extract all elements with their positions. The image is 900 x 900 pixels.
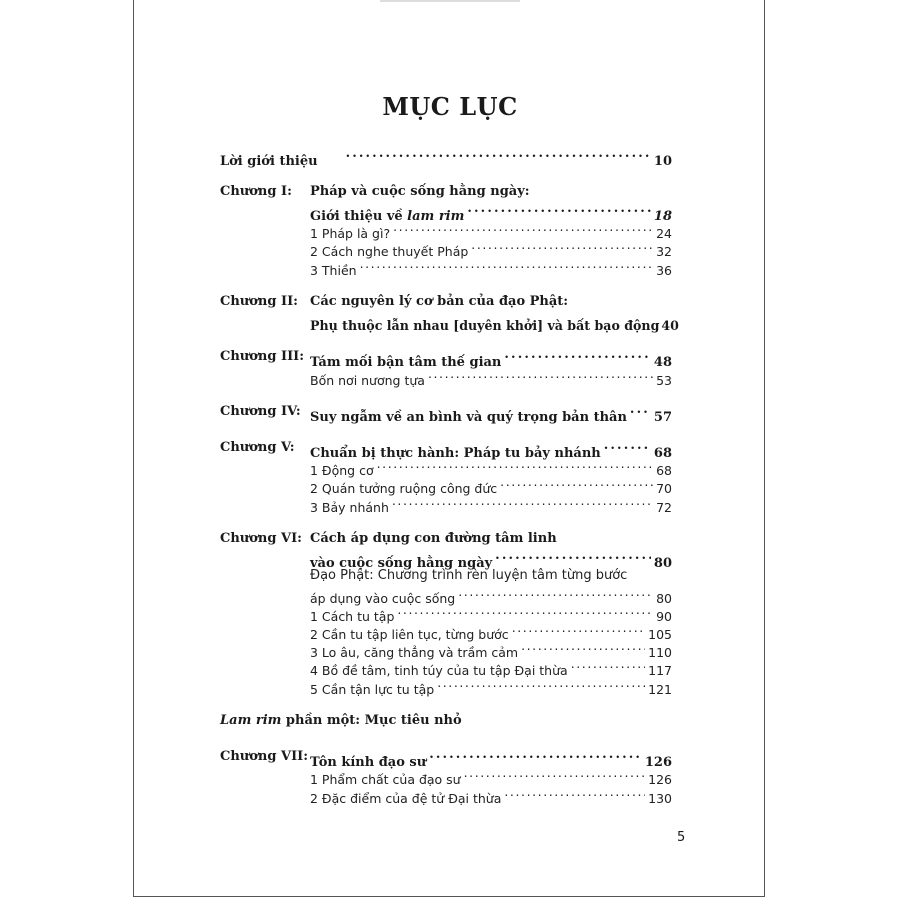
chapter-label: Chương II: <box>220 294 298 309</box>
dot-leader <box>630 402 651 421</box>
toc-subentry <box>310 675 672 697</box>
toc-subentry-label: 1 Cách tu tập <box>310 609 395 624</box>
toc-subentry-label: 4 Bồ đề tâm, tinh túy của tu tập Đại thừa <box>310 663 568 678</box>
toc-entry-page: 126 <box>644 755 672 770</box>
chapter-title: Phụ thuộc lẫn nhau [duyên khởi] và bất bạo động <box>310 318 660 333</box>
toc-subentry-label: áp dụng vào cuộc sống <box>310 591 456 606</box>
toc-subentry-label: 1 Pháp là gì? <box>310 226 391 241</box>
chapter-label: Chương I: <box>220 184 292 199</box>
toc-subentry <box>310 784 672 806</box>
toc-subentry-label: Đạo Phật: Chương trình rèn luyện tâm từng bước <box>310 568 628 583</box>
toc-subentry-page: 105 <box>648 627 672 642</box>
toc-subentry-label: 3 Thiền <box>310 263 357 278</box>
toc-subentry-page: 72 <box>656 500 672 515</box>
dot-leader <box>428 366 653 385</box>
chapter-label: Chương IV: <box>220 404 301 419</box>
chapter-title-italic: lam rim <box>407 209 465 224</box>
page-title: MỤC LỤC <box>382 92 518 121</box>
toc-subentry <box>310 620 672 642</box>
part-heading-rest: phần một: Mục tiêu nhỏ <box>281 713 462 728</box>
toc-subentry-page: 36 <box>656 263 672 278</box>
chapter-label: Chương III: <box>220 349 305 364</box>
toc-subentry <box>310 584 672 606</box>
toc-entry-ch7 <box>310 747 672 770</box>
toc-subentry-label: 2 Quán tưởng ruộng công đức <box>310 481 498 496</box>
dot-leader <box>604 438 651 457</box>
part-heading <box>220 711 462 730</box>
dot-leader <box>437 675 645 694</box>
scan-edge-mark <box>380 0 520 2</box>
toc-entry-ch3 <box>310 347 672 370</box>
toc-entry-ch1 <box>310 201 672 224</box>
toc-subentry-label: Bốn nơi nương tựa <box>310 373 425 388</box>
toc-entry-page: 68 <box>653 446 672 461</box>
toc-subentry <box>310 456 672 478</box>
toc-subentry-label: 3 Bảy nhánh <box>310 500 389 515</box>
dot-leader <box>571 656 645 675</box>
toc-subentry-label: 1 Động cơ <box>310 463 374 478</box>
part-heading-italic: Lam rim <box>220 713 282 728</box>
toc-entry-page: 57 <box>653 410 672 425</box>
toc-subentry-page: 121 <box>648 682 672 697</box>
toc-subentry-page: 90 <box>656 609 672 624</box>
toc-entry-page: 48 <box>653 355 672 370</box>
toc-subentry-page: 130 <box>648 791 672 806</box>
toc-subentry-page: 32 <box>656 244 672 259</box>
toc-subentry-label: 5 Cần tận lực tu tập <box>310 682 435 697</box>
toc-entry-ch2 <box>310 311 679 333</box>
toc-subentry <box>310 256 672 278</box>
toc-subentry-page: 110 <box>648 645 672 660</box>
toc-entry-intro <box>220 146 672 169</box>
dot-leader <box>504 347 651 366</box>
toc-subentry-page: 70 <box>656 481 672 496</box>
chapter-title: Cách áp dụng con đường tâm linh <box>310 531 557 546</box>
toc-subentry <box>310 765 672 787</box>
chapter-label: Chương VI: <box>220 531 302 546</box>
dot-leader <box>392 493 653 512</box>
chapter-title: Pháp và cuộc sống hằng ngày: <box>310 184 530 199</box>
toc-subentry-label: 2 Đặc điểm của đệ tử Đại thừa <box>310 791 502 806</box>
toc-entry-page: 10 <box>653 154 672 169</box>
toc-subentry-page: 53 <box>656 373 672 388</box>
toc-subentry <box>310 474 672 496</box>
toc-subentry-page: 80 <box>656 591 672 606</box>
toc-entry-ch4 <box>310 402 672 425</box>
chapter-title: vào cuộc sống hằng ngày <box>310 556 493 571</box>
chapter-title: Tôn kính đạo sư <box>310 755 427 770</box>
toc-subentry <box>310 493 672 515</box>
dot-leader <box>521 638 645 657</box>
toc-subentry <box>310 366 672 388</box>
dot-leader <box>346 146 651 165</box>
toc-subentry-label: 2 Cách nghe thuyết Pháp <box>310 244 469 259</box>
chapter-title: Các nguyên lý cơ bản của đạo Phật: <box>310 294 569 309</box>
dot-leader <box>458 584 653 603</box>
dot-leader <box>393 219 653 238</box>
toc-subentry-page: 24 <box>656 226 672 241</box>
toc-subentry-label: 1 Phẩm chất của đạo sư <box>310 772 461 787</box>
toc-entry-label: Lời giới thiệu <box>220 154 318 169</box>
toc-subentry <box>310 219 672 241</box>
toc-subentry-label: 3 Lo âu, căng thẳng và trầm cảm <box>310 645 519 660</box>
dot-leader <box>467 201 651 220</box>
chapter-title: Chuẩn bị thực hành: Pháp tu bảy nhánh <box>310 446 601 461</box>
chapter-title-prefix: Giới thiệu về <box>310 209 408 224</box>
toc-subentry <box>310 237 672 259</box>
chapter-label: Chương V: <box>220 440 295 455</box>
dot-leader <box>397 602 653 621</box>
chapter-label: Chương VII: <box>220 749 309 764</box>
chapter-title: Tám mối bận tâm thế gian <box>310 355 502 370</box>
toc-entry-ch6 <box>310 548 672 571</box>
toc-subentry-label: 2 Cần tu tập liên tục, từng bước <box>310 627 509 642</box>
dot-leader <box>495 548 651 567</box>
dot-leader <box>512 620 645 639</box>
dot-leader <box>504 784 645 803</box>
toc-subentry <box>310 602 672 624</box>
dot-leader <box>360 256 654 275</box>
toc-subentry-page: 68 <box>656 463 672 478</box>
dot-leader <box>377 456 653 475</box>
dot-leader <box>464 765 646 784</box>
toc-entry-page: 18 <box>653 209 672 224</box>
toc-entry-page: 40 <box>661 318 679 333</box>
dot-leader <box>471 237 653 256</box>
toc-subentry-page: 117 <box>648 663 672 678</box>
toc-subentry <box>310 656 672 678</box>
toc-entry-page: 80 <box>653 556 672 571</box>
dot-leader <box>429 747 642 766</box>
page-number: 5 <box>677 830 686 845</box>
chapter-title: Suy ngẫm về an bình và quý trọng bản thân <box>310 410 627 425</box>
toc-entry-ch5 <box>310 438 672 461</box>
dot-leader <box>500 474 653 493</box>
toc-subentry <box>310 638 672 660</box>
toc-subentry-page: 126 <box>648 772 672 787</box>
